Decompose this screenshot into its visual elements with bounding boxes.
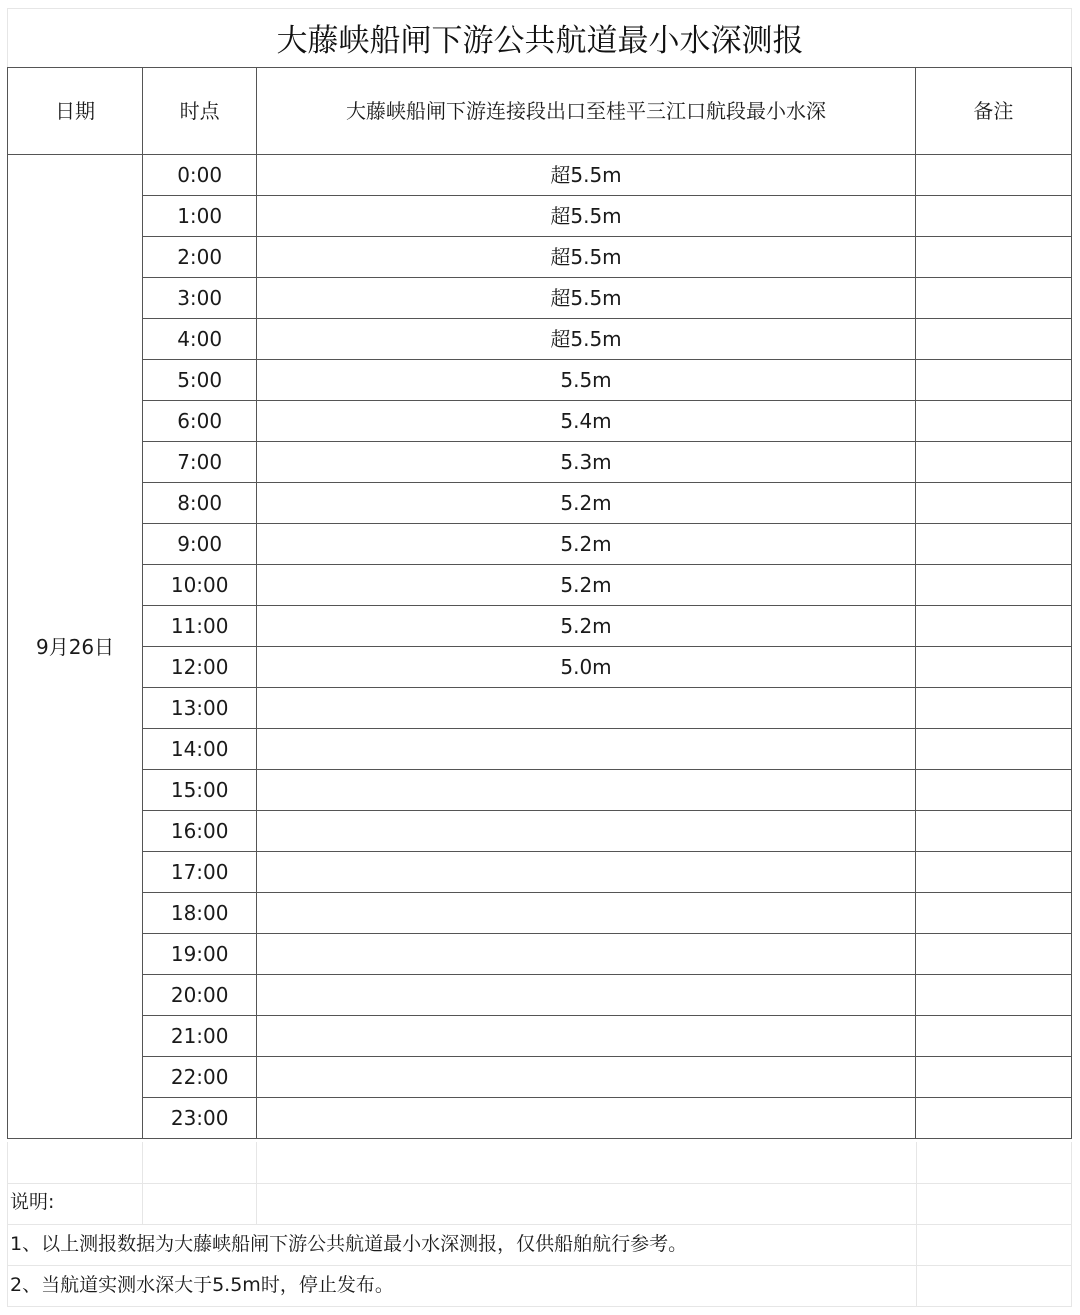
- depth-table: [7, 67, 1072, 1139]
- depth-cell: [257, 688, 916, 729]
- depth-cell: 5.2m: [257, 565, 916, 606]
- time-cell: 11:00: [143, 606, 257, 647]
- table-row: [8, 483, 1072, 524]
- depth-cell: [257, 729, 916, 770]
- depth-cell: 5.2m: [257, 606, 916, 647]
- gridline: [7, 1306, 1072, 1307]
- time-cell: 22:00: [143, 1057, 257, 1098]
- remark-cell: [915, 975, 1071, 1016]
- notes-heading: 说明:: [10, 1191, 55, 1213]
- depth-cell: 5.5m: [257, 360, 916, 401]
- header-remark: 备注: [915, 68, 1071, 155]
- remark-cell: [915, 852, 1071, 893]
- table-row: [8, 893, 1072, 934]
- time-cell: 2:00: [143, 237, 257, 278]
- depth-cell: [257, 975, 916, 1016]
- time-cell: 20:00: [143, 975, 257, 1016]
- header-row: [8, 68, 1072, 155]
- remark-cell: [915, 360, 1071, 401]
- report-title: 大藤峡船闸下游公共航道最小水深测报: [276, 23, 804, 59]
- time-cell: 8:00: [143, 483, 257, 524]
- table-row: [8, 1057, 1072, 1098]
- depth-cell: 5.0m: [257, 647, 916, 688]
- remark-cell: [915, 893, 1071, 934]
- table-row: [8, 647, 1072, 688]
- depth-cell: [257, 770, 916, 811]
- depth-cell: 超5.5m: [257, 155, 916, 196]
- note-item: 1、以上测报数据为大藤峡船闸下游公共航道最小水深测报，仅供船舶航行参考。: [10, 1233, 688, 1255]
- remark-cell: [915, 319, 1071, 360]
- table-row: [8, 770, 1072, 811]
- table-row: [8, 1016, 1072, 1057]
- time-cell: 3:00: [143, 278, 257, 319]
- depth-cell: [257, 1057, 916, 1098]
- remark-cell: [915, 647, 1071, 688]
- remark-cell: [915, 565, 1071, 606]
- remark-cell: [915, 729, 1071, 770]
- note-item: 2、当航道实测水深大于5.5m时，停止发布。: [10, 1274, 394, 1296]
- depth-cell: [257, 811, 916, 852]
- table-body: [8, 155, 1072, 1139]
- table-row: [8, 319, 1072, 360]
- time-cell: 17:00: [143, 852, 257, 893]
- time-cell: 10:00: [143, 565, 257, 606]
- table-row: [8, 196, 1072, 237]
- time-cell: 1:00: [143, 196, 257, 237]
- time-cell: 7:00: [143, 442, 257, 483]
- table-row: [8, 975, 1072, 1016]
- depth-cell: 超5.5m: [257, 196, 916, 237]
- table-row: [8, 360, 1072, 401]
- time-cell: 14:00: [143, 729, 257, 770]
- time-cell: 16:00: [143, 811, 257, 852]
- table-row: [8, 401, 1072, 442]
- remark-cell: [915, 606, 1071, 647]
- remark-cell: [915, 155, 1071, 196]
- depth-cell: 超5.5m: [257, 278, 916, 319]
- remark-cell: [915, 237, 1071, 278]
- table-row: [8, 155, 1072, 196]
- table-row: [8, 934, 1072, 975]
- depth-cell: [257, 1016, 916, 1057]
- time-cell: 21:00: [143, 1016, 257, 1057]
- gridline: [7, 1224, 1072, 1225]
- header-date: 日期: [8, 68, 143, 155]
- table-row: [8, 1098, 1072, 1139]
- depth-cell: 5.4m: [257, 401, 916, 442]
- table-row: [8, 278, 1072, 319]
- remark-cell: [915, 401, 1071, 442]
- table-row: [8, 852, 1072, 893]
- time-cell: 19:00: [143, 934, 257, 975]
- time-cell: 12:00: [143, 647, 257, 688]
- header-depth: 大藤峡船闸下游连接段出口至桂平三江口航段最小水深: [257, 68, 916, 155]
- remark-cell: [915, 1016, 1071, 1057]
- time-cell: 9:00: [143, 524, 257, 565]
- remark-cell: [915, 442, 1071, 483]
- remark-cell: [915, 483, 1071, 524]
- remark-cell: [915, 278, 1071, 319]
- table-row: [8, 606, 1072, 647]
- gridline: [7, 1265, 1072, 1266]
- time-cell: 23:00: [143, 1098, 257, 1139]
- remark-cell: [915, 1057, 1071, 1098]
- remark-cell: [915, 196, 1071, 237]
- remark-cell: [915, 811, 1071, 852]
- depth-cell: [257, 893, 916, 934]
- depth-cell: [257, 1098, 916, 1139]
- time-cell: 5:00: [143, 360, 257, 401]
- time-cell: 18:00: [143, 893, 257, 934]
- depth-cell: [257, 852, 916, 893]
- table-row: [8, 688, 1072, 729]
- depth-cell: 5.2m: [257, 524, 916, 565]
- table-row: [8, 237, 1072, 278]
- remark-cell: [915, 688, 1071, 729]
- remark-cell: [915, 934, 1071, 975]
- depth-cell: 5.2m: [257, 483, 916, 524]
- depth-cell: 5.3m: [257, 442, 916, 483]
- depth-cell: 超5.5m: [257, 237, 916, 278]
- depth-cell: 超5.5m: [257, 319, 916, 360]
- time-cell: 13:00: [143, 688, 257, 729]
- table-row: [8, 442, 1072, 483]
- table-row: [8, 811, 1072, 852]
- time-cell: 15:00: [143, 770, 257, 811]
- remark-cell: [915, 524, 1071, 565]
- table-row: [8, 729, 1072, 770]
- date-cell: 9月26日: [8, 155, 143, 1139]
- table-row: [8, 565, 1072, 606]
- depth-cell: [257, 934, 916, 975]
- time-cell: 4:00: [143, 319, 257, 360]
- gridline: [7, 1183, 1072, 1184]
- time-cell: 6:00: [143, 401, 257, 442]
- table-row: [8, 524, 1072, 565]
- header-time: 时点: [143, 68, 257, 155]
- remark-cell: [915, 770, 1071, 811]
- remark-cell: [915, 1098, 1071, 1139]
- time-cell: 0:00: [143, 155, 257, 196]
